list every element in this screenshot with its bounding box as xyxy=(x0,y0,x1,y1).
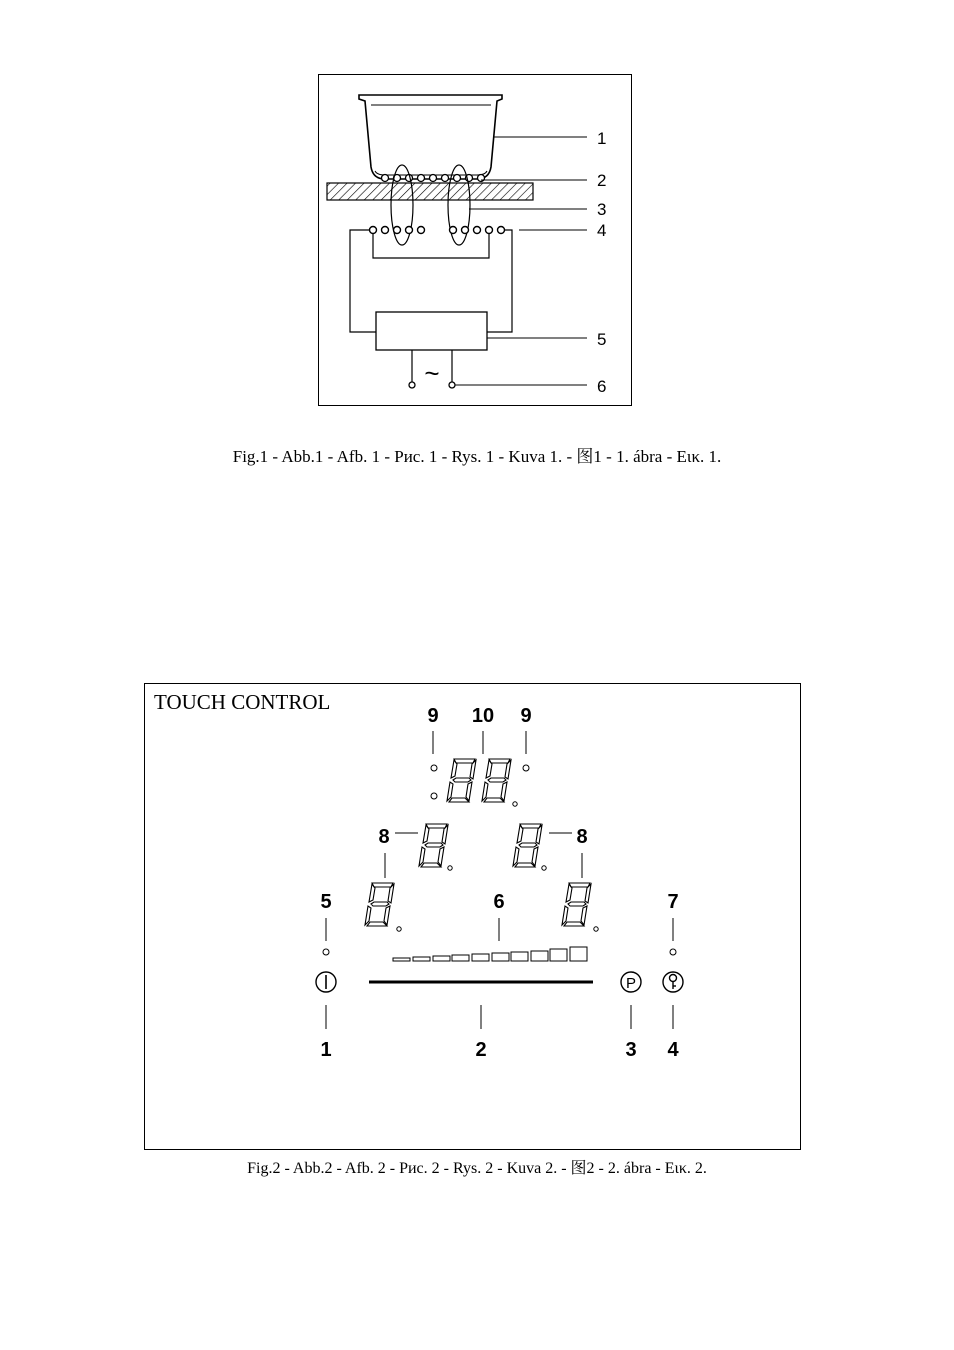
panel-title: TOUCH CONTROL xyxy=(154,690,331,714)
induction-diagram-svg xyxy=(319,75,633,407)
power-button[interactable] xyxy=(316,972,336,992)
label-4: 4 xyxy=(667,1039,679,1061)
callout-2: 2 xyxy=(597,171,607,190)
callout-5: 5 xyxy=(597,330,607,349)
induction-coil xyxy=(370,227,505,234)
lock-button[interactable] xyxy=(663,972,683,992)
callout-6: 6 xyxy=(597,377,607,396)
zone-display-front-right xyxy=(562,883,598,931)
figure-1-caption: Fig.1 - Abb.1 - Afb. 1 - Рис. 1 - Rys. 1 - Kuva 1. - 图1 - 1. ábra - Εικ. 1. xyxy=(232,447,722,466)
label-9-right: 9 xyxy=(520,705,532,727)
label-9-left: 9 xyxy=(427,705,439,727)
power-level-bar-graph xyxy=(393,947,587,961)
callout-1: 1 xyxy=(597,129,607,148)
power-indicator-dot xyxy=(323,949,329,955)
label-10: 10 xyxy=(471,705,495,727)
touch-control-svg xyxy=(145,684,802,1151)
timer-display xyxy=(447,759,517,806)
pause-button[interactable] xyxy=(621,972,641,992)
zone-display-rear-left xyxy=(419,824,452,870)
label-3: 3 xyxy=(625,1039,637,1061)
label-6: 6 xyxy=(493,891,505,913)
pot-base-current-loops xyxy=(382,175,485,182)
label-1: 1 xyxy=(320,1039,332,1061)
label-8-left: 8 xyxy=(378,826,390,848)
pause-icon: P xyxy=(625,975,637,992)
zone-display-front-left xyxy=(365,883,401,931)
callout-numbers xyxy=(597,129,606,396)
ac-supply-symbol: ~ xyxy=(424,358,440,388)
figure-1-induction-diagram xyxy=(318,74,632,406)
zone-display-rear-right xyxy=(513,824,546,870)
callout-4: 4 xyxy=(597,221,607,240)
figure-2-caption: Fig.2 - Abb.2 - Afb. 2 - Рис. 2 - Rys. 2 - Kuva 2. - 图2 - 2. ábra - Εικ. 2. xyxy=(247,1160,707,1177)
label-5: 5 xyxy=(320,891,332,913)
label-7: 7 xyxy=(667,891,679,913)
ceramic-plate xyxy=(327,183,533,200)
figure-2-touch-control-panel xyxy=(144,683,801,1150)
lock-indicator-dot xyxy=(670,949,676,955)
label-2: 2 xyxy=(475,1039,487,1061)
pot xyxy=(359,95,502,179)
timer-indicator-dots xyxy=(431,765,529,799)
callout-3: 3 xyxy=(597,200,607,219)
label-8-right: 8 xyxy=(576,826,588,848)
generator-box xyxy=(376,312,487,350)
